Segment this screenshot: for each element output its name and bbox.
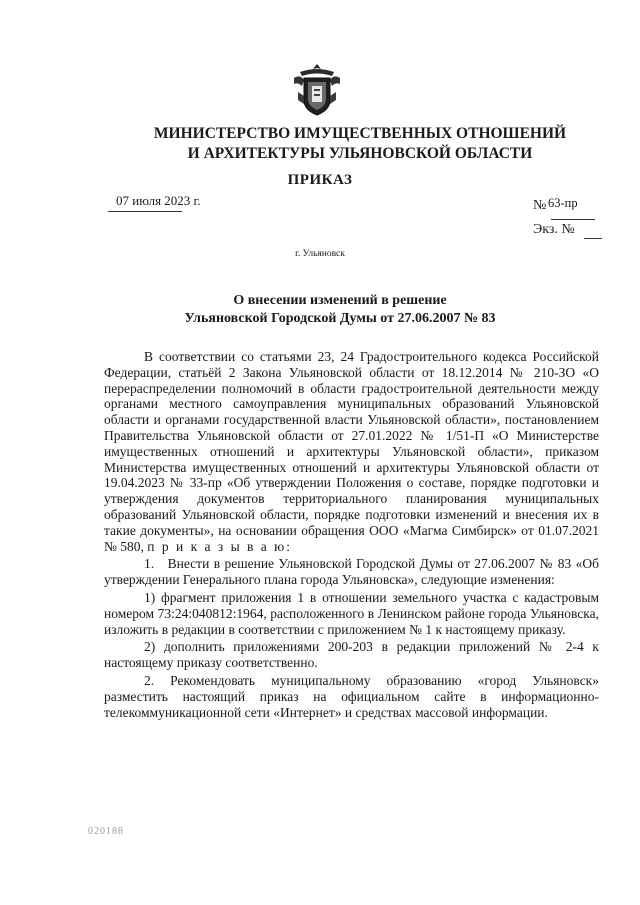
item-1-subitem-2: 2) дополнить приложениями 200-203 в редакции приложений № 2-4 к настоящему приказу соответственно. (104, 639, 599, 671)
city-name: г. Ульяновск (295, 249, 345, 259)
number-underline (551, 219, 595, 220)
item-1-subitem-1: 1) фрагмент приложения 1 в отношении земельного участка с кадастровым номером 73:24:040812:1964, расположенного в Ленинском районе города Ульяновска, изложить в редакции в соответствии с приложением № 1 к настоящему приказу. (104, 589, 599, 637)
subject-line2: Ульяновской Городской Думы от 27.06.2007 № 83 (184, 311, 496, 326)
ministry-line1: МИНИСТЕРСТВО ИМУЩЕСТВЕННЫХ ОТНОШЕНИЙ (153, 125, 567, 142)
subject-line1: О внесении изменений в решение (233, 293, 447, 308)
copy-number-underline (584, 238, 602, 239)
document-body (104, 349, 599, 720)
order-keyword: п р и к а з ы в а ю: (147, 538, 292, 554)
date-underline (108, 211, 182, 212)
number-prefix: № (533, 198, 547, 213)
preamble-paragraph (104, 349, 599, 554)
item-2: 2. Рекомендовать муниципальному образованию «город Ульяновск» разместить настоящий приказ на официальном сайте в информационно-телекоммуникационной сети «Интернет» и средствах массовой информации. (104, 672, 599, 720)
stamp-code: 020188 (88, 826, 124, 837)
document-date: 07 июля 2023 г. (116, 193, 201, 208)
ministry-line2: И АРХИТЕКТУРЫ УЛЬЯНОВСКОЙ ОБЛАСТИ (187, 145, 533, 162)
item-1: 1. Внести в решение Ульяновской Городской Думы от 27.06.2007 № 83 «Об утверждении Генерального плана города Ульяновска», следующие изменения: (104, 556, 599, 588)
coat-of-arms-icon (290, 62, 344, 118)
ministry-name (140, 124, 580, 164)
document-type-title: ПРИКАЗ (287, 172, 353, 188)
copy-number-label: Экз. № (533, 222, 575, 237)
document-number: 63-пр (548, 196, 578, 210)
document-subject (150, 292, 530, 328)
preamble-text: В соответствии со статьями 23, 24 Градостроительного кодекса Российской Федерации, статьёй 2 Закона Ульяновской области от 18.12.2014 № 210-ЗО «О перераспределении полномочий в области градостроительной деятельности между органами местного самоуправления муниципальных образований Ульяновской области и органами государственной власти Ульяновской области», постановлением Правительства Ульяновской области от 27.01.2022 № 1/51-П «О Министерстве имущественных отношений и архитектуры Ульяновской области», приказом Министерства имущественных отношений и архитектуры Ульяновской области от 19.04.2023 № 33-пр «Об утверждении Положения о составе, порядке подготовки и утверждения документов территориального планирования муниципальных образований Ульяновской области, порядке подготовки изменений и внесения их в такие документы», на основании обращения ООО «Магма Симбирск» от 01.07.2021 № 580, (104, 349, 599, 554)
